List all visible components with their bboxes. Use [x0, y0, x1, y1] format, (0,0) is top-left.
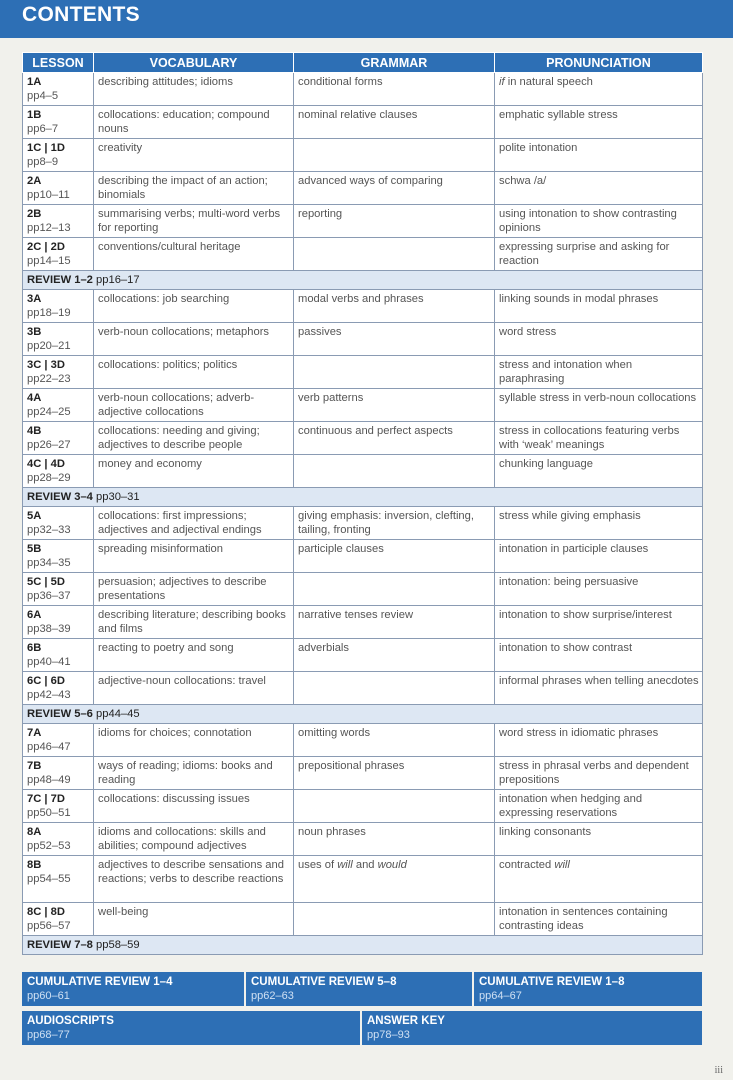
lesson-pages: pp38–39	[27, 623, 71, 635]
grammar-cell: narrative tenses review	[294, 606, 495, 639]
page-title: CONTENTS	[22, 3, 140, 26]
lesson-cell[interactable]	[23, 606, 94, 639]
vocabulary-cell: ways of reading; idioms: books and reading	[94, 757, 294, 790]
vocabulary-cell: idioms for choices; connotation	[94, 724, 294, 757]
lesson-cell[interactable]	[23, 73, 94, 106]
audioscripts-pages: pp68–77	[27, 1029, 70, 1041]
lesson-pages: pp34–35	[27, 557, 71, 569]
lesson-cell[interactable]	[23, 507, 94, 540]
pronunciation-text: contracted	[499, 859, 555, 871]
table-row	[23, 639, 703, 672]
lesson-cell[interactable]	[23, 422, 94, 455]
cumulative-review-box[interactable]	[22, 972, 244, 1006]
vocabulary-cell: persuasion; adjectives to describe presentations	[94, 573, 294, 606]
grammar-text: uses of	[298, 859, 338, 871]
table-row	[23, 205, 703, 238]
lesson-pages: pp46–47	[27, 741, 71, 753]
contents-table	[22, 52, 703, 955]
table-row	[23, 573, 703, 606]
pronunciation-cell: schwa /a/	[495, 172, 703, 205]
page-number: iii	[714, 1065, 723, 1076]
pronunciation-cell: stress in phrasal verbs and dependent prepositions	[495, 757, 703, 790]
grammar-cell: adverbials	[294, 639, 495, 672]
cumulative-review-box[interactable]	[244, 972, 472, 1006]
lesson-code: 5C | 5D	[27, 576, 65, 588]
cumulative-review-title: CUMULATIVE REVIEW 1–4	[27, 976, 173, 988]
grammar-cell	[294, 139, 495, 172]
pronunciation-cell: chunking language	[495, 455, 703, 488]
pronunciation-cell	[495, 73, 703, 106]
lesson-cell[interactable]	[23, 455, 94, 488]
lesson-code: 6B	[27, 642, 42, 654]
lesson-code: 7B	[27, 760, 42, 772]
lesson-code: 5A	[27, 510, 42, 522]
pronunciation-cell: using intonation to show contrasting opinions	[495, 205, 703, 238]
lesson-pages: pp26–27	[27, 439, 71, 451]
lesson-pages: pp4–5	[27, 90, 59, 102]
review-row	[23, 705, 703, 724]
lesson-cell[interactable]	[23, 205, 94, 238]
lesson-cell[interactable]	[23, 172, 94, 205]
lesson-cell[interactable]	[23, 540, 94, 573]
lesson-pages: pp54–55	[27, 873, 71, 885]
pronunciation-cell	[495, 856, 703, 903]
grammar-cell: prepositional phrases	[294, 757, 495, 790]
grammar-cell	[294, 903, 495, 936]
cumulative-review-row	[22, 972, 702, 1006]
review-title: REVIEW 1–2	[27, 274, 93, 286]
grammar-cell: conditional forms	[294, 73, 495, 106]
pronunciation-cell: stress while giving emphasis	[495, 507, 703, 540]
table-row	[23, 422, 703, 455]
pronunciation-cell: intonation: being persuasive	[495, 573, 703, 606]
vocabulary-cell: describing literature; describing books and films	[94, 606, 294, 639]
lesson-cell[interactable]	[23, 106, 94, 139]
vocabulary-cell: reacting to poetry and song	[94, 639, 294, 672]
lesson-code: 5B	[27, 543, 42, 555]
table-row	[23, 507, 703, 540]
grammar-cell	[294, 573, 495, 606]
pronunciation-cell: stress in collocations featuring verbs with ‘weak’ meanings	[495, 422, 703, 455]
table-row	[23, 290, 703, 323]
lesson-cell[interactable]	[23, 903, 94, 936]
grammar-text-italic: will	[337, 859, 353, 871]
lesson-code: 1C | 1D	[27, 142, 65, 154]
table-row	[23, 172, 703, 205]
pronunciation-cell: intonation in sentences containing contrasting ideas	[495, 903, 703, 936]
table-header-row	[23, 53, 703, 73]
pronunciation-cell: linking sounds in modal phrases	[495, 290, 703, 323]
vocabulary-cell: well-being	[94, 903, 294, 936]
vocabulary-cell: adjectives to describe sensations and reactions; verbs to describe reactions	[94, 856, 294, 903]
lesson-cell[interactable]	[23, 790, 94, 823]
lesson-pages: pp42–43	[27, 689, 71, 701]
vocabulary-cell: verb-noun collocations; metaphors	[94, 323, 294, 356]
grammar-cell	[294, 238, 495, 271]
table-row	[23, 356, 703, 389]
grammar-cell: verb patterns	[294, 389, 495, 422]
vocabulary-cell: describing attitudes; idioms	[94, 73, 294, 106]
lesson-cell[interactable]	[23, 672, 94, 705]
grammar-cell	[294, 672, 495, 705]
lesson-pages: pp52–53	[27, 840, 71, 852]
pronunciation-cell: linking consonants	[495, 823, 703, 856]
lesson-code: 4C | 4D	[27, 458, 65, 470]
lesson-pages: pp12–13	[27, 222, 71, 234]
pronunciation-cell: intonation in participle clauses	[495, 540, 703, 573]
lesson-cell[interactable]	[23, 323, 94, 356]
review-title: REVIEW 7–8	[27, 939, 93, 951]
lesson-cell[interactable]	[23, 724, 94, 757]
lesson-cell[interactable]	[23, 290, 94, 323]
pronunciation-cell: word stress in idiomatic phrases	[495, 724, 703, 757]
lesson-pages: pp32–33	[27, 524, 71, 536]
grammar-cell: giving emphasis: inversion, clefting, tailing, fronting	[294, 507, 495, 540]
grammar-text: and	[352, 859, 378, 871]
lesson-code: 8C | 8D	[27, 906, 65, 918]
table-row	[23, 606, 703, 639]
page-header	[0, 0, 733, 38]
pronunciation-text-italic: if	[499, 76, 505, 88]
audioscripts-box[interactable]	[22, 1011, 360, 1045]
table-row	[23, 903, 703, 936]
table-row	[23, 856, 703, 903]
lesson-code: 8A	[27, 826, 42, 838]
vocabulary-cell: describing the impact of an action; binomials	[94, 172, 294, 205]
review-cell[interactable]	[23, 705, 703, 724]
pronunciation-cell: word stress	[495, 323, 703, 356]
column-header-vocabulary: VOCABULARY	[94, 53, 294, 73]
lesson-pages: pp20–21	[27, 340, 71, 352]
pronunciation-cell: expressing surprise and asking for reaction	[495, 238, 703, 271]
table-row	[23, 139, 703, 172]
review-cell[interactable]	[23, 488, 703, 507]
review-title: REVIEW 3–4	[27, 491, 93, 503]
review-cell[interactable]	[23, 271, 703, 290]
table-row	[23, 389, 703, 422]
lesson-code: 4A	[27, 392, 42, 404]
lesson-pages: pp6–7	[27, 123, 59, 135]
pronunciation-cell: polite intonation	[495, 139, 703, 172]
vocabulary-cell: verb-noun collocations; adverb-adjective collocations	[94, 389, 294, 422]
lesson-cell[interactable]	[23, 573, 94, 606]
grammar-cell: nominal relative clauses	[294, 106, 495, 139]
grammar-cell	[294, 856, 495, 903]
lesson-pages: pp10–11	[27, 189, 70, 201]
lesson-pages: pp14–15	[27, 255, 71, 267]
vocabulary-cell: collocations: needing and giving; adjectives to describe people	[94, 422, 294, 455]
lesson-code: 2B	[27, 208, 42, 220]
pronunciation-cell: intonation to show surprise/interest	[495, 606, 703, 639]
vocabulary-cell: collocations: education; compound nouns	[94, 106, 294, 139]
vocabulary-cell: spreading misinformation	[94, 540, 294, 573]
lesson-pages: pp36–37	[27, 590, 71, 602]
lesson-cell[interactable]	[23, 139, 94, 172]
vocabulary-cell: collocations: discussing issues	[94, 790, 294, 823]
table-row	[23, 106, 703, 139]
grammar-cell: advanced ways of comparing	[294, 172, 495, 205]
lesson-code: 3A	[27, 293, 42, 305]
lesson-code: 2A	[27, 175, 42, 187]
lesson-pages: pp48–49	[27, 774, 71, 786]
lesson-code: 2C | 2D	[27, 241, 65, 253]
cumulative-review-pages: pp62–63	[251, 990, 294, 1002]
grammar-cell	[294, 790, 495, 823]
vocabulary-cell: creativity	[94, 139, 294, 172]
pronunciation-cell: emphatic syllable stress	[495, 106, 703, 139]
lesson-code: 1A	[27, 76, 42, 88]
lesson-code: 7C | 7D	[27, 793, 65, 805]
review-title: REVIEW 5–6	[27, 708, 93, 720]
vocabulary-cell: adjective-noun collocations: travel	[94, 672, 294, 705]
cumulative-review-title: CUMULATIVE REVIEW 5–8	[251, 976, 397, 988]
vocabulary-cell: collocations: politics; politics	[94, 356, 294, 389]
grammar-cell	[294, 455, 495, 488]
grammar-cell: passives	[294, 323, 495, 356]
lesson-code: 7A	[27, 727, 42, 739]
vocabulary-cell: summarising verbs; multi-word verbs for reporting	[94, 205, 294, 238]
lesson-code: 6C | 6D	[27, 675, 65, 687]
lesson-cell[interactable]	[23, 639, 94, 672]
table-row	[23, 757, 703, 790]
lesson-code: 3B	[27, 326, 42, 338]
table-row	[23, 540, 703, 573]
table-row	[23, 724, 703, 757]
pronunciation-text: in natural speech	[504, 76, 593, 88]
answer-key-pages: pp78–93	[367, 1029, 410, 1041]
pronunciation-cell: intonation when hedging and expressing reservations	[495, 790, 703, 823]
grammar-cell	[294, 356, 495, 389]
vocabulary-cell: conventions/cultural heritage	[94, 238, 294, 271]
table-row	[23, 455, 703, 488]
lesson-code: 1B	[27, 109, 42, 121]
table-row	[23, 823, 703, 856]
lesson-pages: pp22–23	[27, 373, 71, 385]
pronunciation-text-italic: will	[554, 859, 570, 871]
review-row	[23, 271, 703, 290]
grammar-cell: reporting	[294, 205, 495, 238]
answer-key-title: ANSWER KEY	[367, 1015, 445, 1027]
review-cell[interactable]	[23, 936, 703, 955]
lesson-pages: pp28–29	[27, 472, 71, 484]
lesson-code: 6A	[27, 609, 42, 621]
review-row	[23, 936, 703, 955]
review-pages: pp44–45	[96, 708, 140, 720]
pronunciation-cell: stress and intonation when paraphrasing	[495, 356, 703, 389]
review-pages: pp30–31	[96, 491, 140, 503]
grammar-cell: modal verbs and phrases	[294, 290, 495, 323]
grammar-cell: continuous and perfect aspects	[294, 422, 495, 455]
cumulative-review-title: CUMULATIVE REVIEW 1–8	[479, 976, 625, 988]
table-row	[23, 238, 703, 271]
lesson-code: 3C | 3D	[27, 359, 65, 371]
lesson-pages: pp50–51	[27, 807, 71, 819]
lesson-pages: pp8–9	[27, 156, 59, 168]
pronunciation-cell: intonation to show contrast	[495, 639, 703, 672]
grammar-cell: participle clauses	[294, 540, 495, 573]
table-row	[23, 323, 703, 356]
grammar-cell: omitting words	[294, 724, 495, 757]
pronunciation-cell: informal phrases when telling anecdotes	[495, 672, 703, 705]
lesson-cell[interactable]	[23, 757, 94, 790]
cumulative-review-box[interactable]	[472, 972, 702, 1006]
pronunciation-cell: syllable stress in verb-noun collocations	[495, 389, 703, 422]
lesson-pages: pp40–41	[27, 656, 71, 668]
table-row	[23, 790, 703, 823]
review-pages: pp16–17	[96, 274, 140, 286]
cumulative-review-pages: pp60–61	[27, 990, 70, 1002]
table-row	[23, 672, 703, 705]
lesson-pages: pp56–57	[27, 920, 71, 932]
lesson-cell[interactable]	[23, 389, 94, 422]
cumulative-review-pages: pp64–67	[479, 990, 522, 1002]
lesson-cell[interactable]	[23, 238, 94, 271]
column-header-grammar: GRAMMAR	[294, 53, 495, 73]
appendix-row	[22, 1011, 702, 1045]
lesson-cell[interactable]	[23, 823, 94, 856]
audioscripts-title: AUDIOSCRIPTS	[27, 1015, 114, 1027]
lesson-cell[interactable]	[23, 856, 94, 903]
column-header-lesson: LESSON	[23, 53, 94, 73]
answer-key-box[interactable]	[360, 1011, 702, 1045]
vocabulary-cell: collocations: job searching	[94, 290, 294, 323]
column-header-pronunciation: PRONUNCIATION	[495, 53, 703, 73]
lesson-pages: pp18–19	[27, 307, 71, 319]
lesson-cell[interactable]	[23, 356, 94, 389]
review-row	[23, 488, 703, 507]
grammar-cell: noun phrases	[294, 823, 495, 856]
vocabulary-cell: collocations: first impressions; adjectives and adjectival endings	[94, 507, 294, 540]
lesson-code: 8B	[27, 859, 42, 871]
lesson-code: 4B	[27, 425, 42, 437]
vocabulary-cell: idioms and collocations: skills and abilities; compound adjectives	[94, 823, 294, 856]
table-row	[23, 73, 703, 106]
lesson-pages: pp24–25	[27, 406, 71, 418]
review-pages: pp58–59	[96, 939, 140, 951]
vocabulary-cell: money and economy	[94, 455, 294, 488]
grammar-text-italic: would	[377, 859, 407, 871]
